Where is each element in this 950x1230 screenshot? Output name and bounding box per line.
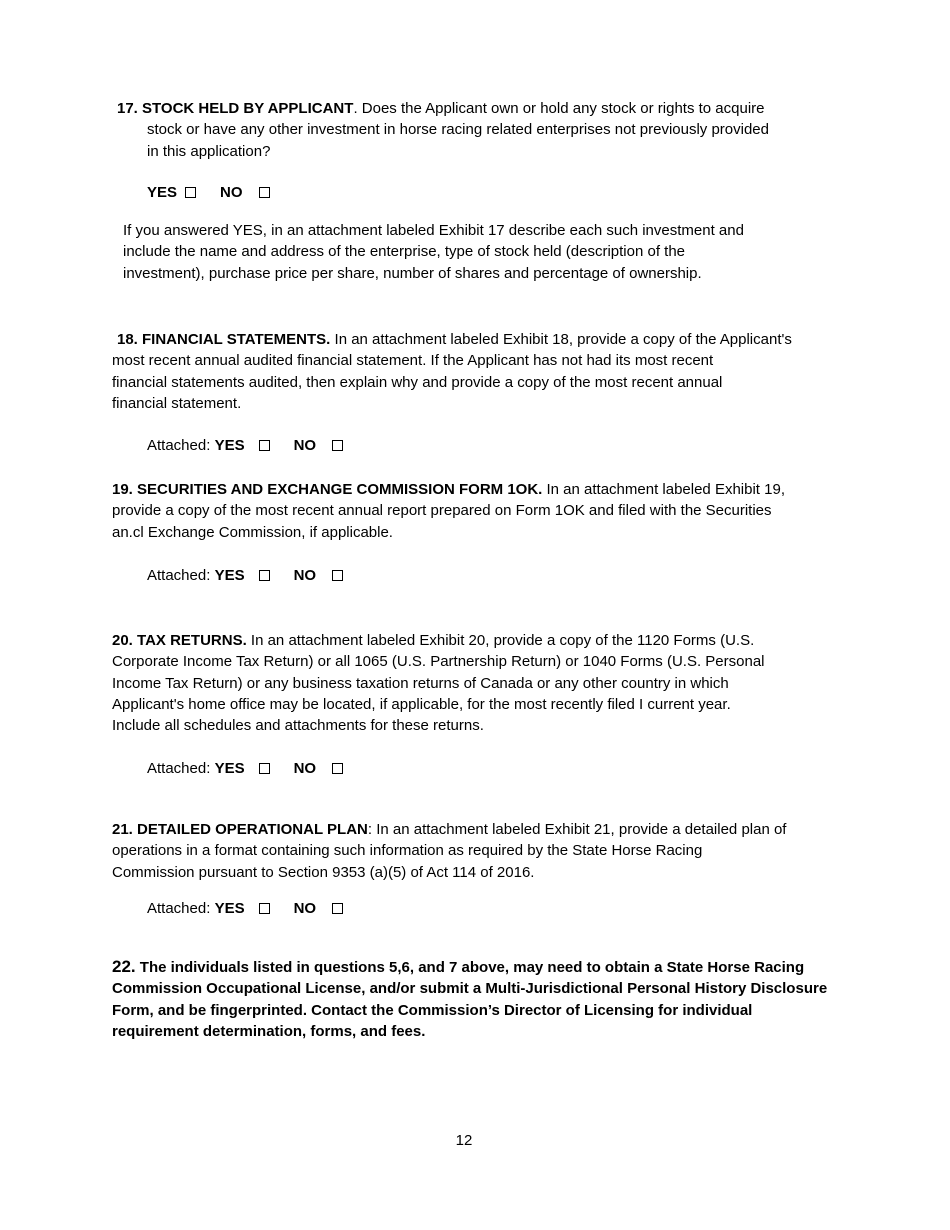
q18-text-line-1: In an attachment labeled Exhibit 18, provide a copy of the Applicant's <box>330 331 792 348</box>
q17-heading: 17. STOCK HELD BY APPLICANT <box>117 100 354 117</box>
q21-attached-label: Attached: <box>147 900 211 917</box>
q21-text-line-2: operations in a format containing such information as required by the State Horse Racing <box>112 842 703 860</box>
q19-paragraph <box>112 479 832 543</box>
q21-no-checkbox[interactable] <box>332 903 343 914</box>
q19-text-line-3: an.cl Exchange Commission, if applicable. <box>112 523 393 541</box>
q17-followup <box>123 220 843 284</box>
q18-no-label: NO <box>293 437 317 454</box>
q21-paragraph <box>112 819 832 883</box>
q17-followup-line-3: investment), purchase price per share, number of shares and percentage of ownership. <box>123 264 702 282</box>
q17-options <box>147 183 270 203</box>
q21-yes-checkbox[interactable] <box>259 903 270 914</box>
q20-attached-label: Attached: <box>147 760 211 777</box>
q17-text-line-2: stock or have any other investment in horse racing related enterprises not previously provided <box>147 121 769 139</box>
q17-yes-checkbox[interactable] <box>185 187 196 198</box>
q18-yes-label: YES <box>214 437 245 454</box>
q19-text-line-1: In an attachment labeled Exhibit 19, <box>542 481 785 498</box>
q19-heading: 19. SECURITIES AND EXCHANGE COMMISSION FORM 1OK. <box>112 481 543 498</box>
q17-text-line-1: . Does the Applicant own or hold any stock or rights to acquire <box>353 100 765 117</box>
page-number: 12 <box>455 1132 473 1149</box>
q22-number: 22. <box>112 957 136 976</box>
q21-text-line-3: Commission pursuant to Section 9353 (a)(5) of Act 114 of 2016. <box>112 863 535 881</box>
q22-text-line-1: The individuals listed in questions 5,6, and 7 above, may need to obtain a State Horse Racing <box>135 959 805 976</box>
q20-no-label: NO <box>293 760 317 777</box>
q17-no-label: NO <box>220 184 243 201</box>
q20-yes-label: YES <box>214 760 245 777</box>
q18-heading: 18. FINANCIAL STATEMENTS. <box>117 331 331 348</box>
q22-paragraph <box>112 956 832 1042</box>
q19-no-checkbox[interactable] <box>332 570 343 581</box>
q21-text-line-1: : In an attachment labeled Exhibit 21, provide a detailed plan of <box>367 821 787 838</box>
q21-no-label: NO <box>293 900 317 917</box>
q17-no-checkbox[interactable] <box>259 187 270 198</box>
q17-text-line-3: in this application? <box>147 142 271 160</box>
q20-yes-checkbox[interactable] <box>259 763 270 774</box>
q20-text-line-2: Corporate Income Tax Return) or all 1065 (U.S. Partnership Return) or 1040 Forms (U.S. Personal <box>112 653 765 671</box>
q18-no-checkbox[interactable] <box>332 440 343 451</box>
q19-yes-label: YES <box>214 567 245 584</box>
q20-no-checkbox[interactable] <box>332 763 343 774</box>
q18-yes-checkbox[interactable] <box>259 440 270 451</box>
q19-no-label: NO <box>293 567 317 584</box>
q19-yes-checkbox[interactable] <box>259 570 270 581</box>
q20-heading: 20. TAX RETURNS. <box>112 632 247 649</box>
q20-text-line-1: In an attachment labeled Exhibit 20, provide a copy of the 1120 Forms (U.S. <box>246 632 755 649</box>
q20-options <box>147 759 343 779</box>
q18-text-line-4: financial statement. <box>112 394 242 412</box>
q17-followup-line-1: If you answered YES, in an attachment labeled Exhibit 17 describe each such investment and <box>123 222 744 239</box>
q21-options <box>147 899 343 919</box>
q21-yes-label: YES <box>214 900 245 917</box>
q18-text-line-3: financial statements audited, then explain why and provide a copy of the most recent annual <box>112 373 723 391</box>
q18-options <box>147 436 343 456</box>
q19-options <box>147 566 343 586</box>
q20-text-line-3: Income Tax Return) or any business taxation returns of Canada or any other country in which <box>112 674 729 692</box>
q21-heading: 21. DETAILED OPERATIONAL PLAN <box>112 821 368 838</box>
q22-text-line-4: requirement determination, forms, and fees. <box>112 1022 426 1040</box>
q17-yes-label: YES <box>147 184 178 201</box>
q20-text-line-5: Include all schedules and attachments for these returns. <box>112 717 484 735</box>
q18-attached-label: Attached: <box>147 437 211 454</box>
q20-text-line-4: Applicant's home office may be located, if applicable, for the most recently filed I current year. <box>112 695 731 713</box>
q18-text-line-2: most recent annual audited financial statement. If the Applicant has not had its most recent <box>112 352 714 370</box>
q17-paragraph <box>117 98 837 162</box>
q22-text-line-3: Form, and be fingerprinted. Contact the Commission’s Director of Licensing for individual <box>112 1001 753 1019</box>
q20-paragraph <box>112 630 832 736</box>
q19-text-line-2: provide a copy of the most recent annual report prepared on Form 1OK and filed with the Securities <box>112 502 772 520</box>
q19-attached-label: Attached: <box>147 567 211 584</box>
q22-text-line-2: Commission Occupational License, and/or submit a Multi-Jurisdictional Personal History Disclosure <box>112 980 828 998</box>
q17-followup-line-2: include the name and address of the enterprise, type of stock held (description of the <box>123 243 686 261</box>
q18-paragraph <box>112 329 832 414</box>
